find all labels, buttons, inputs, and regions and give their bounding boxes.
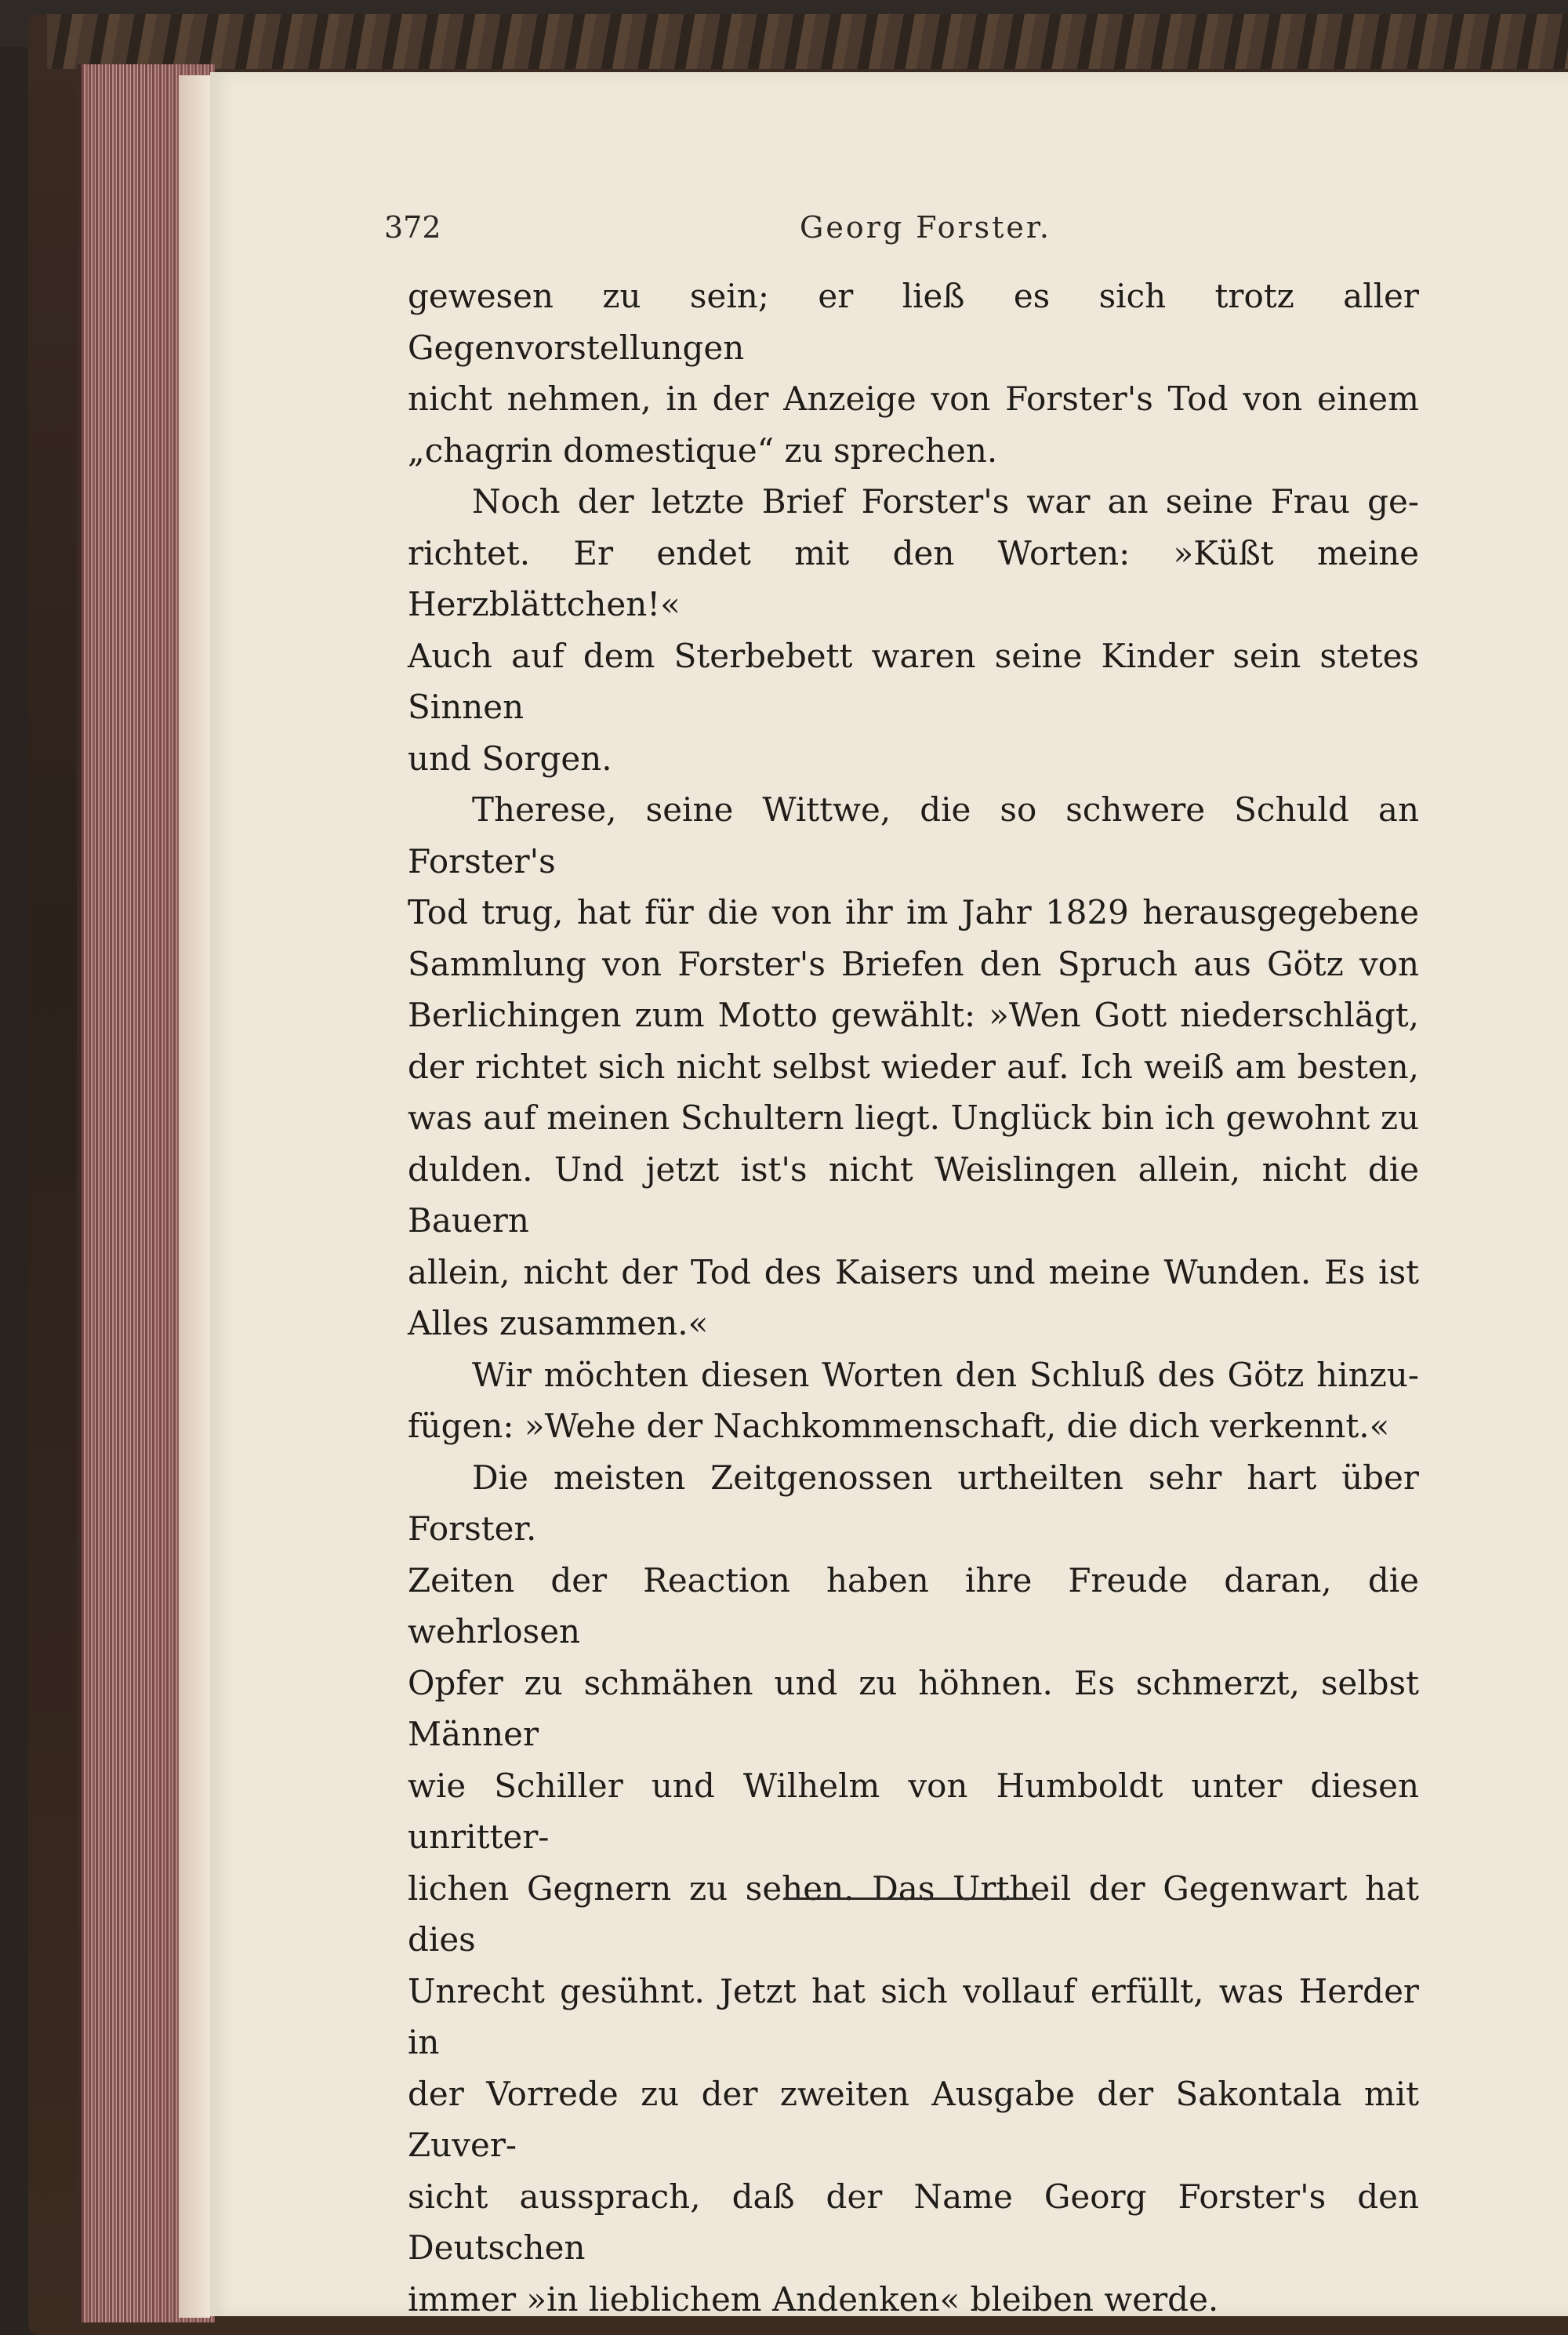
text-line: Sammlung von Forster's Briefen den Spruch aus Götz von — [408, 944, 1419, 983]
body-text — [408, 271, 1419, 2325]
page-number: 372 — [384, 210, 441, 245]
text-line: Auch auf dem Sterbebett waren seine Kinder sein stetes Sinnen — [408, 636, 1419, 726]
text-line: Therese, seine Wittwe, die so schwere Schuld an Forster's — [408, 790, 1419, 881]
text-line: und Sorgen. — [408, 739, 612, 778]
text-line: allein, nicht der Tod des Kaisers und meine Wunden. Es ist — [408, 1252, 1419, 1291]
text-line: Unrecht gesühnt. Jetzt hat sich vollauf erfüllt, was Herder in — [408, 1971, 1419, 2061]
text-line: Berlichingen zum Motto gewählt: »Wen Gott niederschlägt, — [408, 996, 1419, 1034]
page-edge-highlight — [179, 75, 210, 2318]
text-line: der Vorrede zu der zweiten Ausgabe der Sakontala mit Zuver- — [408, 2074, 1419, 2164]
paragraph — [408, 784, 1419, 1349]
text-line: richtet. Er endet mit den Worten: »Küßt meine Herzblättchen!« — [408, 533, 1419, 623]
text-line: fügen: »Wehe der Nachkommenschaft, die dich verkennt.« — [408, 1407, 1390, 1445]
text-line: der richtet sich nicht selbst wieder auf. Ich weiß am besten, — [408, 1047, 1419, 1086]
page-header — [384, 210, 1427, 257]
paragraph — [408, 1452, 1419, 2326]
text-line: immer »in lieblichem Andenken« bleiben werde. — [408, 2279, 1219, 2319]
book-cover-marbling — [47, 14, 1568, 69]
running-head: Georg Forster. — [800, 210, 1051, 245]
text-line: Wir möchten diesen Worten den Schluß des Götz hinzu- — [472, 1355, 1419, 1394]
paragraph — [408, 1349, 1419, 1452]
text-line: gewesen zu sein; er ließ es sich trotz aller Gegenvorstellungen — [408, 277, 1419, 367]
text-line: Tod trug, hat für die von ihr im Jahr 1829 herausgegebene — [408, 893, 1419, 931]
text-line: Opfer zu schmähen und zu höhnen. Es schmerzt, selbst Männer — [408, 1663, 1419, 1753]
text-line: nicht nehmen, in der Anzeige von Forster's Tod von einem — [408, 379, 1419, 418]
text-line: was auf meinen Schultern liegt. Unglück bin ich gewohnt zu — [408, 1099, 1419, 1137]
text-line: dulden. Und jetzt ist's nicht Weislingen allein, nicht die Bauern — [408, 1149, 1419, 1240]
text-line: „chagrin domestique“ zu sprechen. — [408, 430, 998, 470]
text-line: Alles zusammen.« — [408, 1304, 709, 1342]
end-rule — [784, 1897, 1033, 1900]
text-line: sicht aussprach, daß der Name Georg Forster's den Deutschen — [408, 2177, 1419, 2267]
text-line: Die meisten Zeitgenossen urtheilten sehr hart über Forster. — [408, 1458, 1419, 1548]
paragraph — [408, 271, 1419, 476]
text-line: Zeiten der Reaction haben ihre Freude daran, die wehrlosen — [408, 1560, 1419, 1650]
text-line: Noch der letzte Brief Forster's war an seine Frau ge- — [472, 482, 1419, 521]
text-line: wie Schiller und Wilhelm von Humboldt unter diesen unritter- — [408, 1766, 1419, 1856]
text-line: lichen Gegnern zu sehen. Das Urtheil der Gegenwart hat dies — [408, 1868, 1419, 1959]
paragraph — [408, 476, 1419, 784]
